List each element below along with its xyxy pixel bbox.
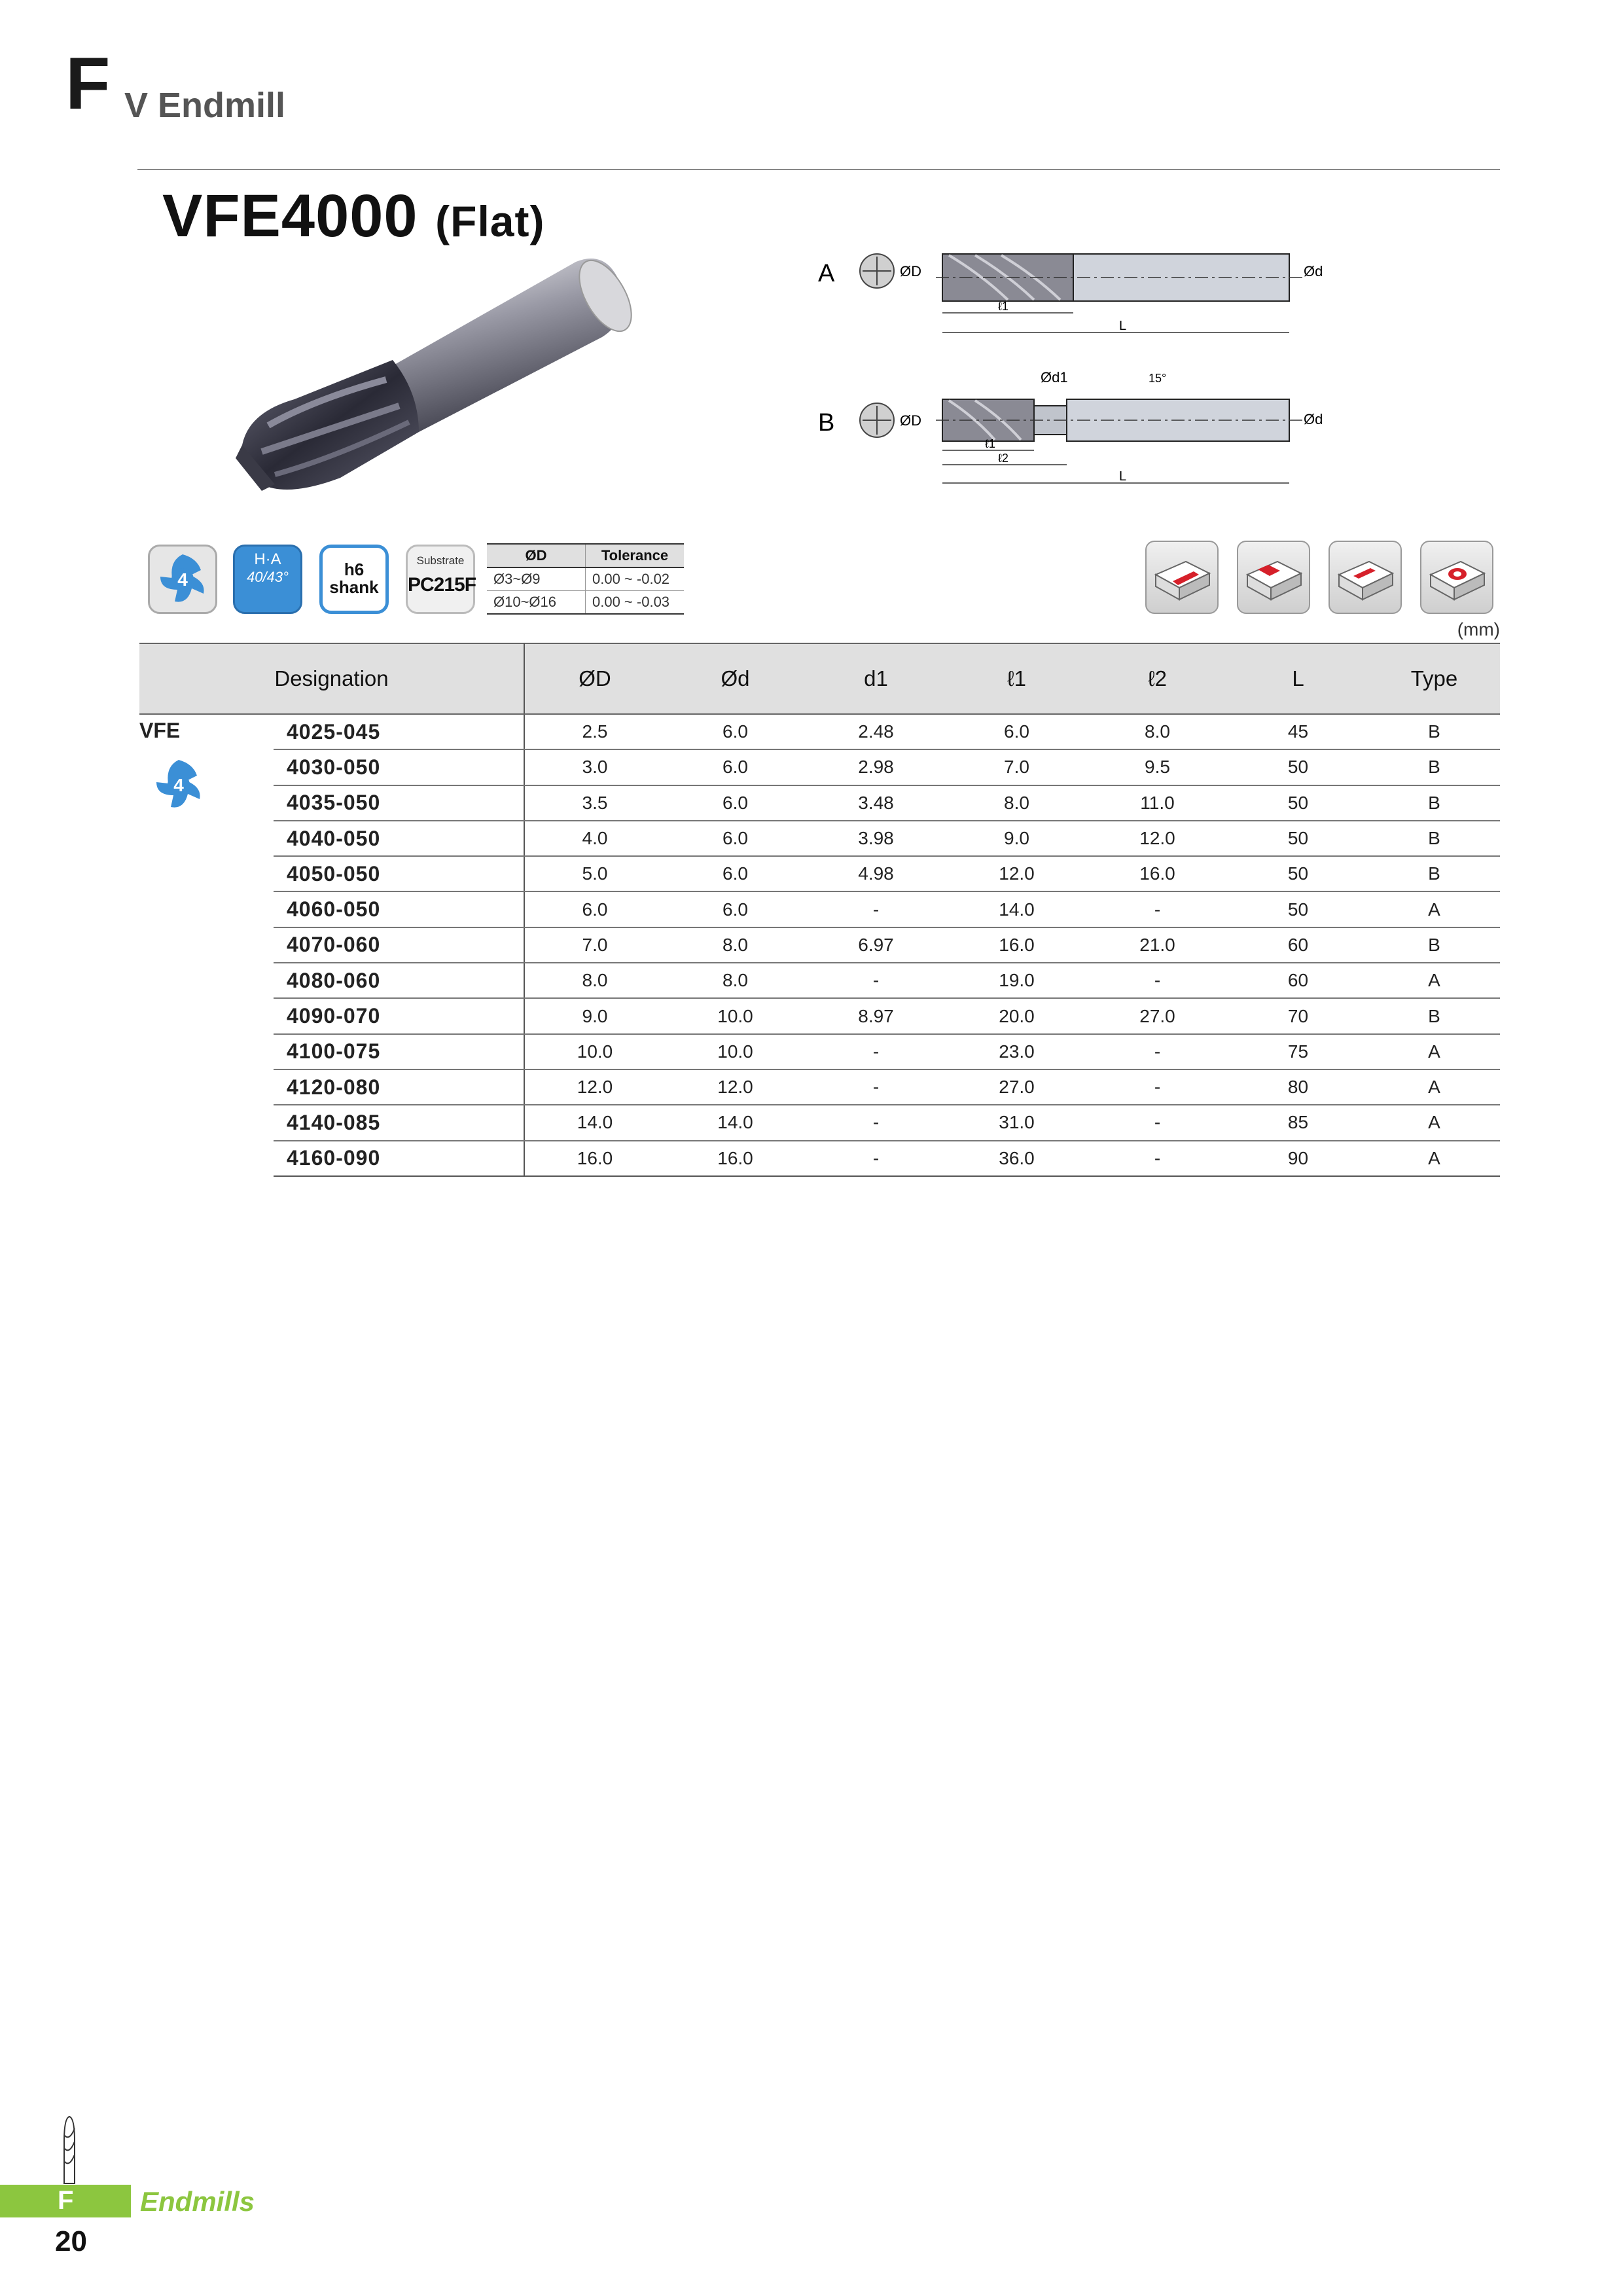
cell-l1: 16.0 xyxy=(946,927,1087,963)
designation-code: 4050-050 xyxy=(274,856,524,891)
slotting-icon xyxy=(1145,541,1219,614)
cell-D: 16.0 xyxy=(524,1141,665,1176)
cell-l2: - xyxy=(1087,891,1228,927)
helix-label: H·A xyxy=(254,550,281,568)
cell-d: 6.0 xyxy=(665,749,806,785)
cell-d: 6.0 xyxy=(665,891,806,927)
header-l2: ℓ2 xyxy=(1087,643,1228,714)
table-row xyxy=(139,963,1500,998)
product-model: VFE4000 xyxy=(162,183,418,249)
designation-code: 4100-075 xyxy=(274,1034,524,1069)
cell-d: 10.0 xyxy=(665,1034,806,1069)
cell-L: 80 xyxy=(1228,1069,1368,1105)
table-row xyxy=(139,749,1500,785)
cell-D: 2.5 xyxy=(524,714,665,749)
cell-d: 14.0 xyxy=(665,1105,806,1140)
header-divider xyxy=(137,169,1500,170)
cell-L: 50 xyxy=(1228,785,1368,821)
substrate-label: Substrate xyxy=(416,554,465,567)
cell-D: 7.0 xyxy=(524,927,665,963)
cell-D: 5.0 xyxy=(524,856,665,891)
table-row xyxy=(139,891,1500,927)
cell-L: 60 xyxy=(1228,927,1368,963)
series-label: VFE xyxy=(139,719,181,742)
table-row xyxy=(139,821,1500,856)
section-letter: F xyxy=(65,43,111,124)
cell-d1: - xyxy=(806,963,946,998)
pocket-milling-icon xyxy=(1329,541,1402,614)
cell-L: 50 xyxy=(1228,856,1368,891)
cell-type: A xyxy=(1368,1069,1500,1105)
section-title: V Endmill xyxy=(124,86,286,125)
cell-d1: - xyxy=(806,891,946,927)
shank-line2: shank xyxy=(329,577,379,598)
header-d: Ød xyxy=(665,643,806,714)
cell-d1: 4.98 xyxy=(806,856,946,891)
cell-d1: - xyxy=(806,1069,946,1105)
cell-l2: - xyxy=(1087,1141,1228,1176)
cell-l1: 31.0 xyxy=(946,1105,1087,1140)
cell-d1: 3.98 xyxy=(806,821,946,856)
cell-d1: - xyxy=(806,1141,946,1176)
tol-row xyxy=(487,567,684,591)
cell-l2: - xyxy=(1087,963,1228,998)
cell-L: 85 xyxy=(1228,1105,1368,1140)
endmill-footer-icon xyxy=(56,2115,82,2185)
cell-d: 16.0 xyxy=(665,1141,806,1176)
cell-d: 12.0 xyxy=(665,1069,806,1105)
cell-l1: 9.0 xyxy=(946,821,1087,856)
diagram-type-a xyxy=(812,242,1335,347)
footer-section-label: Endmills xyxy=(140,2186,255,2217)
table-row xyxy=(139,927,1500,963)
page-number: 20 xyxy=(55,2225,87,2257)
cell-l2: 12.0 xyxy=(1087,821,1228,856)
cell-type: B xyxy=(1368,856,1500,891)
cell-D: 12.0 xyxy=(524,1069,665,1105)
cell-l2: 11.0 xyxy=(1087,785,1228,821)
cell-D: 3.0 xyxy=(524,749,665,785)
cell-d: 6.0 xyxy=(665,856,806,891)
cell-l1: 6.0 xyxy=(946,714,1087,749)
cell-L: 70 xyxy=(1228,998,1368,1033)
tol-range: Ø3~Ø9 xyxy=(487,567,586,591)
helix-angle-icon xyxy=(233,545,302,614)
table-row xyxy=(139,714,1500,749)
cell-D: 10.0 xyxy=(524,1034,665,1069)
designation-code: 4040-050 xyxy=(274,821,524,856)
header-type: Type xyxy=(1368,643,1500,714)
dim-l1-a: ℓ1 xyxy=(998,300,1008,313)
cell-l1: 20.0 xyxy=(946,998,1087,1033)
cell-d1: 8.97 xyxy=(806,998,946,1033)
dim-L-a: L xyxy=(1119,319,1127,333)
type-b-label: B xyxy=(818,409,835,437)
designation-code: 4035-050 xyxy=(274,785,524,821)
cell-type: A xyxy=(1368,1034,1500,1069)
cell-l2: - xyxy=(1087,1034,1228,1069)
designation-code: 4060-050 xyxy=(274,891,524,927)
cell-D: 14.0 xyxy=(524,1105,665,1140)
side-milling-icon xyxy=(1237,541,1310,614)
helix-value: 40/43° xyxy=(247,569,289,585)
dim-L-b: L xyxy=(1119,469,1127,484)
substrate-value: PC215F xyxy=(408,574,476,596)
product-title xyxy=(162,182,544,251)
cell-l2: - xyxy=(1087,1105,1228,1140)
cell-l1: 8.0 xyxy=(946,785,1087,821)
table-row xyxy=(139,1069,1500,1105)
cell-d1: 2.98 xyxy=(806,749,946,785)
table-row xyxy=(139,856,1500,891)
table-row xyxy=(139,1034,1500,1069)
dim-D-b: ØD xyxy=(900,412,921,429)
tol-value: 0.00 ~ -0.03 xyxy=(586,591,685,615)
cell-l1: 36.0 xyxy=(946,1141,1087,1176)
dim-d-a: Ød xyxy=(1304,263,1323,279)
cell-d1: - xyxy=(806,1034,946,1069)
header-D: ØD xyxy=(524,643,665,714)
cell-L: 50 xyxy=(1228,891,1368,927)
cell-l2: - xyxy=(1087,1069,1228,1105)
cell-type: B xyxy=(1368,785,1500,821)
cell-l2: 8.0 xyxy=(1087,714,1228,749)
cell-type: A xyxy=(1368,1105,1500,1140)
designation-code: 4070-060 xyxy=(274,927,524,963)
header-designation: Designation xyxy=(139,643,524,714)
cell-d1: 2.48 xyxy=(806,714,946,749)
cell-d: 10.0 xyxy=(665,998,806,1033)
cell-type: A xyxy=(1368,1141,1500,1176)
cell-L: 75 xyxy=(1228,1034,1368,1069)
flute-count: 4 xyxy=(177,569,188,590)
cell-type: B xyxy=(1368,749,1500,785)
endmill-product-image xyxy=(223,249,641,511)
tol-header-tolerance: Tolerance xyxy=(586,544,685,567)
cell-type: A xyxy=(1368,963,1500,998)
designation-code: 4030-050 xyxy=(274,749,524,785)
table-row xyxy=(139,785,1500,821)
cell-L: 50 xyxy=(1228,821,1368,856)
cell-L: 90 xyxy=(1228,1141,1368,1176)
cell-l1: 12.0 xyxy=(946,856,1087,891)
flute-count-icon xyxy=(148,545,217,614)
dim-D-a: ØD xyxy=(900,263,921,279)
cell-d: 8.0 xyxy=(665,927,806,963)
series-flute-count: 4 xyxy=(173,775,184,795)
cell-type: B xyxy=(1368,821,1500,856)
cell-l1: 7.0 xyxy=(946,749,1087,785)
table-row xyxy=(139,998,1500,1033)
cell-D: 4.0 xyxy=(524,821,665,856)
cell-l1: 27.0 xyxy=(946,1069,1087,1105)
tol-header-d: ØD xyxy=(487,544,586,567)
cell-d1: - xyxy=(806,1105,946,1140)
dim-l2-b: ℓ2 xyxy=(998,452,1008,465)
cell-d: 6.0 xyxy=(665,821,806,856)
cell-D: 9.0 xyxy=(524,998,665,1033)
tol-row xyxy=(487,591,684,615)
cell-l2: 9.5 xyxy=(1087,749,1228,785)
product-table xyxy=(139,643,1500,1177)
cell-d1: 6.97 xyxy=(806,927,946,963)
diagram-type-b xyxy=(812,359,1335,490)
type-a-label: A xyxy=(818,260,835,287)
tol-value: 0.00 ~ -0.02 xyxy=(586,567,685,591)
dim-l1-b: ℓ1 xyxy=(985,437,995,450)
cell-l1: 19.0 xyxy=(946,963,1087,998)
cell-d: 6.0 xyxy=(665,714,806,749)
angle-label: 15° xyxy=(1149,372,1167,385)
cell-l1: 14.0 xyxy=(946,891,1087,927)
cell-l2: 27.0 xyxy=(1087,998,1228,1033)
dim-d-b: Ød xyxy=(1304,411,1323,427)
unit-label: (mm) xyxy=(1457,619,1500,639)
table-header-row xyxy=(139,643,1500,714)
cell-D: 8.0 xyxy=(524,963,665,998)
cell-L: 50 xyxy=(1228,749,1368,785)
product-variant: (Flat) xyxy=(435,197,545,245)
designation-code: 4160-090 xyxy=(274,1141,524,1176)
tol-range: Ø10~Ø16 xyxy=(487,591,586,615)
cell-D: 6.0 xyxy=(524,891,665,927)
cell-L: 60 xyxy=(1228,963,1368,998)
shank-tolerance-icon xyxy=(319,545,389,614)
cell-d: 8.0 xyxy=(665,963,806,998)
dim-d1-b: Ød1 xyxy=(1041,369,1068,386)
table-row xyxy=(139,1141,1500,1176)
cell-type: B xyxy=(1368,714,1500,749)
shank-line1: h6 xyxy=(344,560,365,579)
tolerance-table xyxy=(487,543,684,615)
cell-type: B xyxy=(1368,998,1500,1033)
footer-section-letter: F xyxy=(58,2186,74,2215)
cell-d: 6.0 xyxy=(665,785,806,821)
designation-code: 4025-045 xyxy=(274,714,524,749)
cell-l1: 23.0 xyxy=(946,1034,1087,1069)
designation-code: 4120-080 xyxy=(274,1069,524,1105)
cell-l2: 16.0 xyxy=(1087,856,1228,891)
designation-code: 4090-070 xyxy=(274,998,524,1033)
table-row xyxy=(139,1105,1500,1140)
substrate-icon xyxy=(406,545,475,614)
cell-D: 3.5 xyxy=(524,785,665,821)
header-l1: ℓ1 xyxy=(946,643,1087,714)
header-d1: d1 xyxy=(806,643,946,714)
cell-l2: 21.0 xyxy=(1087,927,1228,963)
series-cell xyxy=(139,714,274,1176)
designation-code: 4080-060 xyxy=(274,963,524,998)
cell-d1: 3.48 xyxy=(806,785,946,821)
designation-code: 4140-085 xyxy=(274,1105,524,1140)
flute-count-icon xyxy=(146,752,274,823)
cell-type: A xyxy=(1368,891,1500,927)
cell-L: 45 xyxy=(1228,714,1368,749)
header-L: L xyxy=(1228,643,1368,714)
plunging-icon xyxy=(1420,541,1493,614)
cell-type: B xyxy=(1368,927,1500,963)
